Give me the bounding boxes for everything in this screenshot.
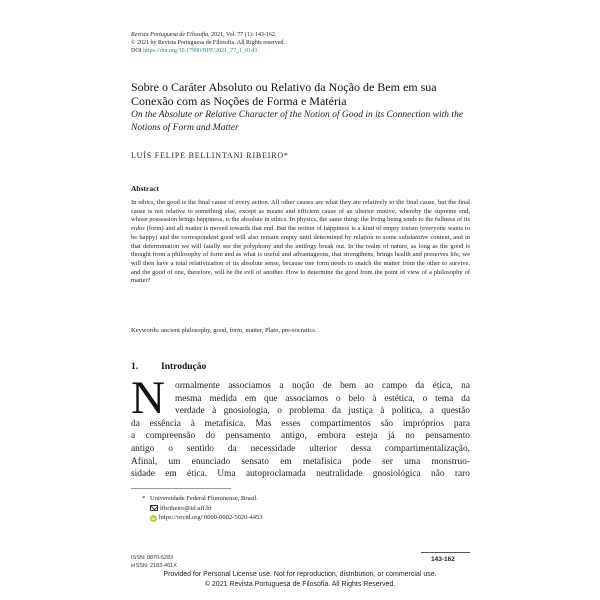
article-title: Sobre o Caráter Absoluto ou Relativo da Noção de Bem em sua Conexão com as Noções de Forma e Matéria: [131, 80, 437, 108]
keywords: Keywords: ancient philosophy, good, form, matter, Plato, pre-socratics.: [131, 327, 317, 334]
issn: ISSN: 0870-5283: [131, 555, 174, 561]
license-notice: [0, 570, 600, 589]
journal-citation: Revista Portuguesa de Filosofia, 2021, Vol. 77 (1): 143-162.: [131, 32, 277, 38]
body-line: antigo o sentido da necessidade ulterior dessa compartimentalização.: [131, 443, 470, 454]
body-line: a compreensão do pensamento antigo, embora esteja já no pensamento: [131, 431, 470, 442]
mail-icon: [150, 505, 158, 511]
body-line: da essência à metafísica. Mas esses compartimentos são impróprios para: [131, 418, 470, 429]
body-line: verdade à gnosiologia, o problema da justiça à política, a questão: [175, 406, 470, 417]
footnote: [142, 494, 263, 523]
body-line: sidade em ética. Uma autoproclamada neutralidade gnosiológica não raro: [131, 469, 470, 480]
body-line: Afinal, um enunciado sensato em metafísica pode ser uma monstruo-: [131, 456, 470, 467]
drop-cap: N: [131, 372, 165, 424]
body-line: mesma medida em que associamos o belo à estética, o tema da: [175, 393, 470, 404]
orcid-line: [150, 513, 263, 523]
page-range-rule: [421, 552, 470, 553]
email-line: [150, 504, 263, 514]
abstract-text: In ethics, the good is the final cause of every action. All other causes are what they are relatively to the final cause, but the final cause is not relative to something else, except as means and efficient cause of an ulterior motive, whereby the supreme end, whose possession brings happiness, is the absolute in ethics. In physics, the same thing: the living being tends to the fullness of its eidos (form) and all matter is moved towards that end. But the notion of happiness is a kind of empty truism (everyone wants to be happy) and the correspondent good will also remain empty until determined by relation to some substantive content, and in that determination we will fatally see the polyphony and the antilogy break out. In the realm of nature, as long as the good is thought from a philosophy of form and as what is useful and advantageous, that strengthens, brings health and preserves life, we will then have a total relativization of its absolute sense, because one form needs to snatch the matter from the other to survive, and the good of one, therefore, will be the evil of another. How to determine the good from the point of view of a philosophy of matter?: [131, 199, 470, 285]
eissn: eISSN: 2183-461X: [131, 562, 177, 569]
article-subtitle: On the Absolute or Relative Character of the Notion of Good in its Connection with the Notions of Form and Matter: [131, 110, 464, 133]
eidos-term: eidos: [131, 225, 145, 233]
section-title: Introdução: [161, 362, 207, 372]
body-paragraph: [131, 372, 470, 481]
affiliation: Universidade Federal Fluminense, Brasil.: [150, 495, 259, 502]
license-line-2: © 2021 Revista Portuguesa de Filosofia. All Rights Reserved.: [204, 580, 396, 588]
journal-metadata: [131, 31, 285, 55]
author-name: LUÍS FELIPE BELLINTANI RIBEIRO*: [131, 151, 289, 160]
body-line: ormalmente associamos a noção de bem ao campo da ética, na: [175, 381, 470, 391]
email-address[interactable]: lfbribeiro@id.uff.br: [160, 504, 212, 512]
orcid-icon: iD: [151, 516, 156, 521]
section-heading: [131, 362, 206, 372]
page-range: 143-162: [431, 556, 455, 563]
section-number: 1.: [131, 362, 139, 372]
license-line-1: Provided for Personal License use. Not for reproduction, distribution, or commercial use.: [163, 571, 437, 578]
copyright-line: © 2021 by Revista Portuguesa de Filosofia. All Rights reserved.: [131, 40, 286, 46]
footnote-marker: *: [142, 495, 146, 502]
journal-name: Revista Portuguesa de Filosofia: [131, 32, 209, 38]
orcid-link[interactable]: https://orcid.org/ 0000-0002-5020-4453: [159, 514, 263, 521]
issn-block: [131, 555, 177, 570]
footnote-divider: [131, 488, 231, 489]
doi-link[interactable]: https://doi.org/10.17990/RPF/2021_77_1_0143: [143, 48, 258, 54]
doi-line: DOI https://doi.org/10.17990/RPF/2021_77_1_0143: [131, 48, 258, 54]
abstract-heading: Abstract: [131, 184, 159, 193]
